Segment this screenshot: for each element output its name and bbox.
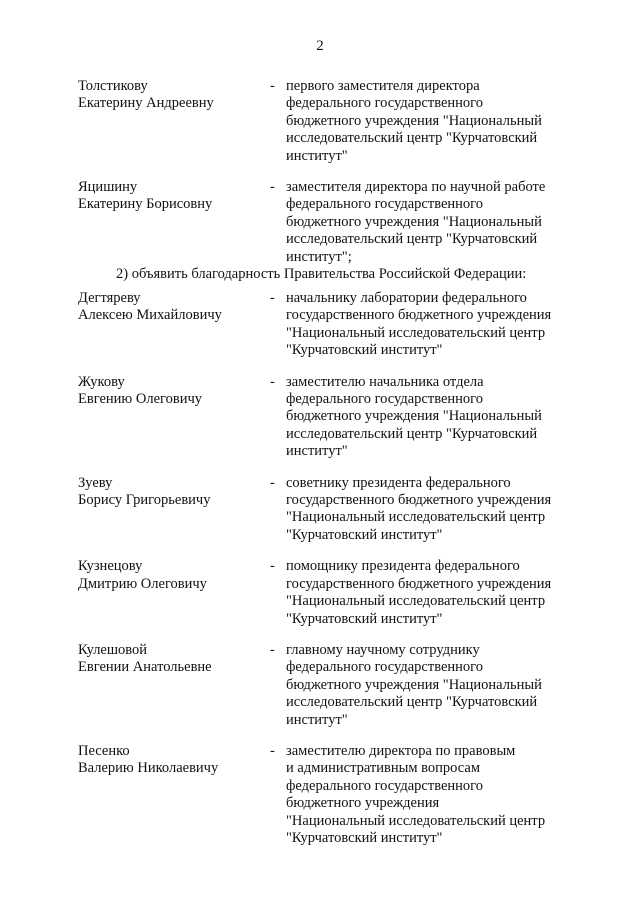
- desc-line: федерального государственного: [286, 659, 484, 676]
- desc-line: институт": [286, 147, 348, 164]
- desc-line: институт": [286, 711, 348, 728]
- surname: Кузнецову: [78, 558, 143, 575]
- desc-line: "Курчатовский институт": [286, 610, 443, 627]
- given-names: Евгению Олеговичу: [78, 391, 203, 408]
- desc-line: и административным вопросам: [286, 760, 481, 777]
- desc-line: "Национальный исследовательский центр: [286, 324, 546, 341]
- person-name: [78, 475, 270, 545]
- page-number: 2: [316, 38, 324, 54]
- desc-line: бюджетного учреждения "Национальный: [286, 213, 542, 230]
- desc-line: бюджетного учреждения "Национальный: [286, 112, 542, 129]
- given-names: Евгении Анатольевне: [78, 659, 212, 676]
- desc-line: помощнику президента федерального: [286, 558, 520, 575]
- desc-line: "Национальный исследовательский центр: [286, 812, 546, 829]
- person-name: [78, 179, 270, 266]
- dash-separator: -: [270, 78, 275, 94]
- desc-line: начальнику лаборатории федерального: [286, 290, 527, 306]
- entry-kuznetsov: [78, 558, 578, 628]
- surname: Зуеву: [78, 474, 113, 491]
- position-description: [286, 290, 576, 360]
- desc-line: "Национальный исследовательский центр: [286, 509, 546, 526]
- person-name: [78, 374, 270, 461]
- given-names: Борису Григорьевичу: [78, 492, 211, 509]
- desc-line: советнику президента федерального: [286, 474, 511, 491]
- desc-line: федерального государственного: [286, 391, 484, 408]
- desc-line: заместителю начальника отдела: [286, 373, 484, 390]
- surname: Кулешовой: [78, 641, 148, 658]
- person-name: [78, 743, 270, 847]
- position-description: [286, 743, 576, 847]
- dash-separator: -: [270, 179, 275, 196]
- desc-line: бюджетного учреждения: [286, 795, 440, 812]
- dash-separator: -: [270, 641, 275, 658]
- desc-line: федерального государственного: [286, 95, 484, 112]
- person-name: [78, 642, 270, 729]
- dash-separator: -: [270, 742, 275, 759]
- desc-line: "Курчатовский институт": [286, 342, 443, 359]
- surname: Песенко: [78, 742, 130, 759]
- desc-line: бюджетного учреждения "Национальный: [286, 408, 542, 425]
- desc-line: федерального государственного: [286, 196, 484, 213]
- desc-line: "Курчатовский институт": [286, 526, 443, 543]
- desc-line: государственного бюджетного учреждения: [286, 307, 552, 324]
- desc-line: заместителю директора по правовым: [286, 742, 516, 759]
- dash-separator: -: [270, 290, 275, 306]
- position-description: [286, 558, 576, 628]
- surname: Жукову: [78, 373, 125, 390]
- entry-zhukov: [78, 374, 578, 461]
- surname: Яцишину: [78, 179, 138, 196]
- surname: Толстикову: [78, 78, 148, 94]
- surname: Дегтяреву: [78, 290, 141, 306]
- award-list-section-2: [78, 290, 578, 847]
- desc-line: "Национальный исследовательский центр: [286, 593, 546, 610]
- position-description: [286, 78, 576, 165]
- entry-kuleshova: [78, 642, 578, 729]
- desc-line: институт": [286, 443, 348, 460]
- desc-line: главному научному сотруднику: [286, 641, 480, 658]
- person-name: [78, 558, 270, 628]
- entry-pesenko: [78, 743, 578, 847]
- person-name: [78, 78, 270, 165]
- dash-separator: -: [270, 474, 275, 491]
- position-description: [286, 179, 576, 266]
- section-heading: 2) объявить благодарность Правительства Российской Федерации:: [116, 266, 527, 282]
- dash-separator: -: [270, 558, 275, 575]
- position-description: [286, 374, 576, 461]
- given-names: Екатерину Андреевну: [78, 95, 214, 112]
- desc-line: "Курчатовский институт": [286, 829, 443, 846]
- desc-line: государственного бюджетного учреждения: [286, 492, 552, 509]
- desc-line: государственного бюджетного учреждения: [286, 575, 552, 592]
- desc-line: исследовательский центр "Курчатовский: [286, 130, 538, 147]
- given-names: Алексею Михайловичу: [78, 307, 222, 324]
- given-names: Екатерину Борисовну: [78, 196, 213, 213]
- person-name: [78, 290, 270, 360]
- desc-line: институт";: [286, 248, 352, 265]
- desc-line: исследовательский центр "Курчатовский: [286, 425, 538, 442]
- desc-line: первого заместителя директора: [286, 78, 480, 94]
- position-description: [286, 642, 576, 729]
- award-list-section-1: [78, 78, 578, 266]
- position-description: [286, 475, 576, 545]
- desc-line: федерального государственного: [286, 777, 484, 794]
- entry-degtyarev: [78, 290, 578, 360]
- desc-line: исследовательский центр "Курчатовский: [286, 231, 538, 248]
- entry-yatsishina: [78, 179, 578, 266]
- given-names: Валерию Николаевичу: [78, 760, 219, 777]
- dash-separator: -: [270, 373, 275, 390]
- given-names: Дмитрию Олеговичу: [78, 575, 207, 592]
- desc-line: бюджетного учреждения "Национальный: [286, 676, 542, 693]
- entry-tolstikova: [78, 78, 578, 165]
- entry-zuev: [78, 475, 578, 545]
- desc-line: заместителя директора по научной работе: [286, 179, 546, 196]
- desc-line: исследовательский центр "Курчатовский: [286, 694, 538, 711]
